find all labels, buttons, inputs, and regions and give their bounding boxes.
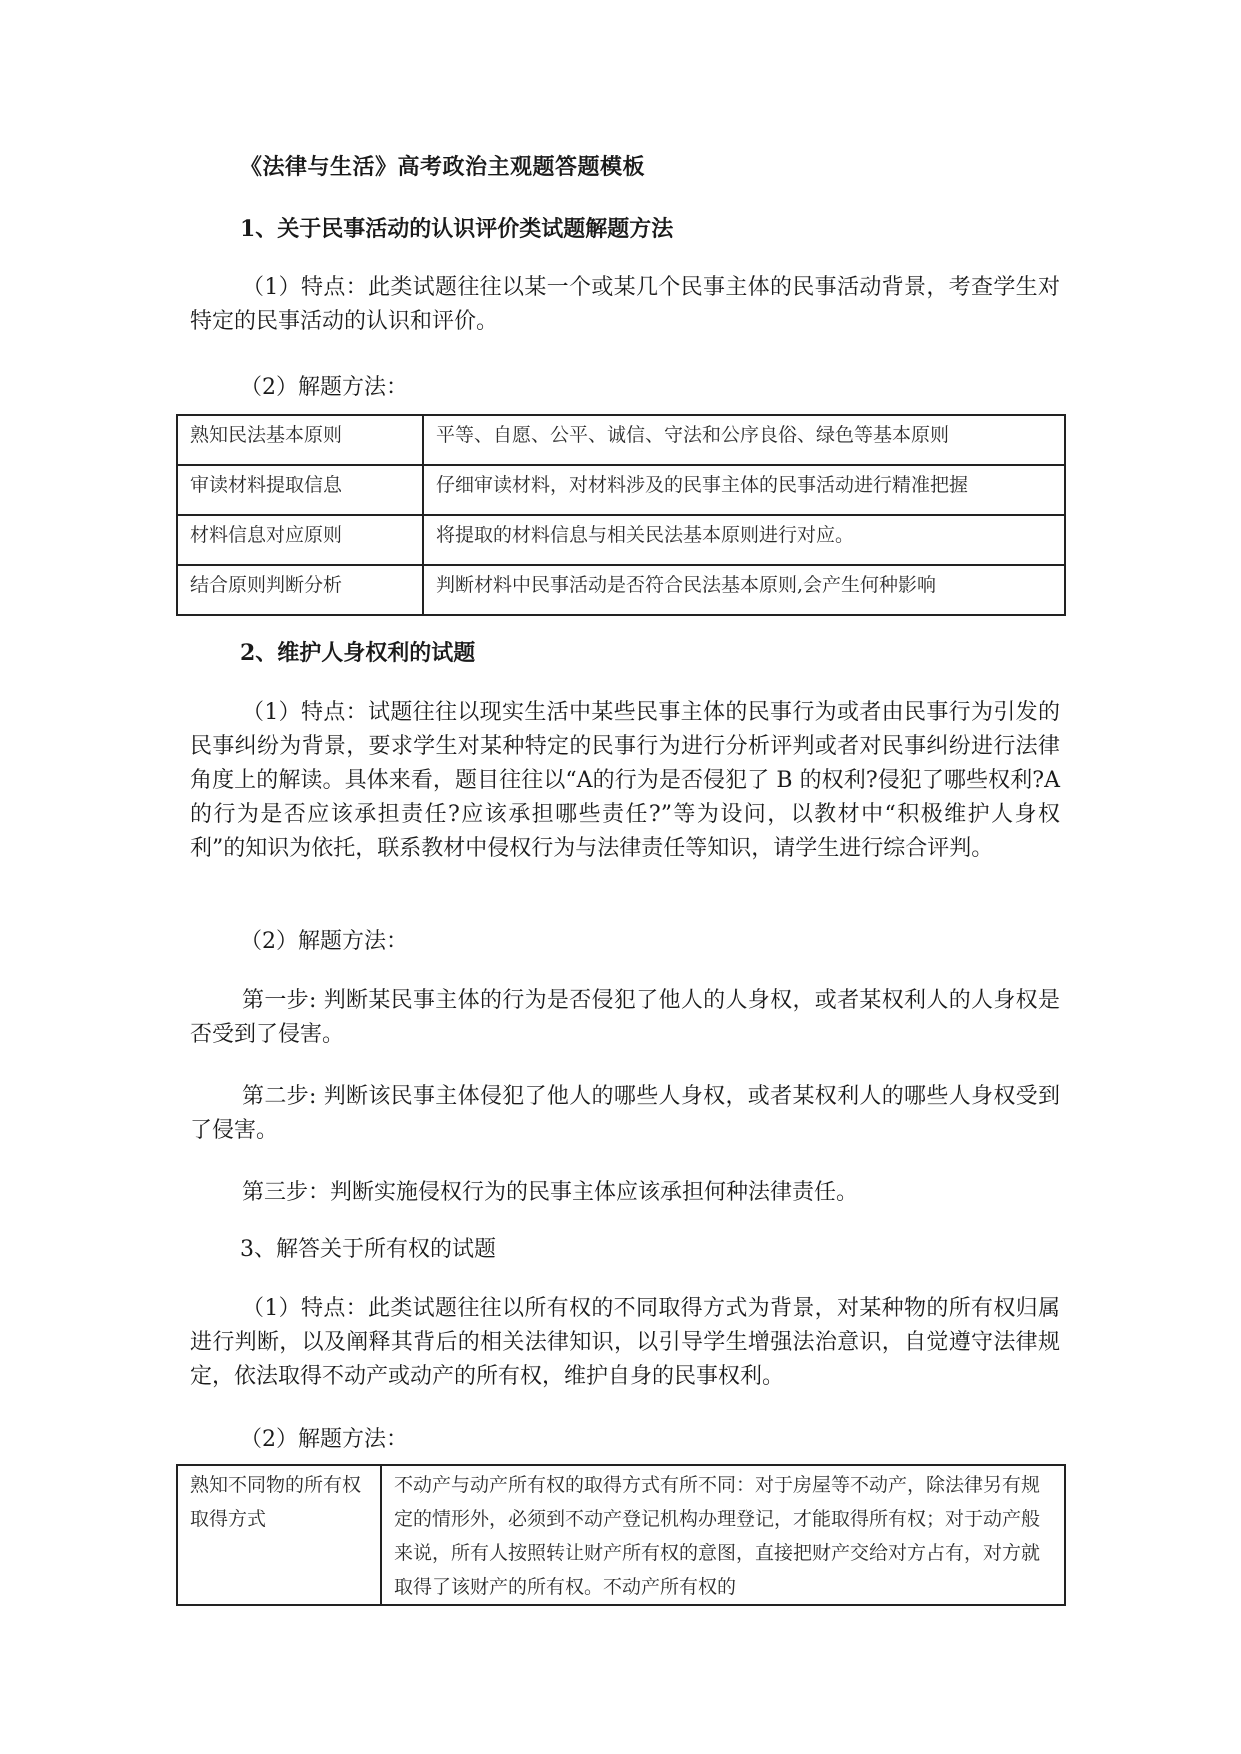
section-2-step-2: 第二步: 判断该民事主体侵犯了他人的哪些人身权，或者某权利人的哪些人身权受到了侵害。 [190,1084,1060,1143]
section-2-method-label: （2）解题方法： [240,929,408,954]
table-row [177,465,1065,515]
table-cell-detail: 将提取的材料信息与相关民法基本原则进行对应。 [423,515,1065,565]
section-1-heading: 1、关于民事活动的认识评价类试题解题方法 [240,216,674,242]
table-cell-detail: 不动产与动产所有权的取得方式有所不同：对于房屋等不动产，除法律另有规定的情形外，必须到不动产登记机构办理登记，才能取得所有权；对于动产般来说，所有人按照转让财产所有权的意图，直接把财产交给对方占有，对方就取得了该财产的所有权。不动产所有权的 [381,1465,1065,1605]
table-row [177,515,1065,565]
document-title: 《法律与生活》高考政治主观题答题模板 [240,154,646,180]
table-cell-step: 审读材料提取信息 [177,465,423,515]
section-3-method-table [176,1464,1066,1606]
table-cell-detail: 判断材料中民事活动是否符合民法基本原则,会产生何种影响 [423,565,1065,615]
section-3-characteristics: （1）特点：此类试题往往以所有权的不同取得方式为背景，对某种物的所有权归属进行判断，以及阐释其背后的相关法律知识，以引导学生增强法治意识，自觉遵守法律规定，依法取得不动产或动产的所有权，维护自身的民事权利。 [190,1296,1060,1389]
section-1-characteristics: （1）特点：此类试题往往以某一个或某几个民事主体的民事活动背景，考查学生对特定的民事活动的认识和评价。 [190,275,1060,334]
table-cell-detail: 仔细审读材料，对材料涉及的民事主体的民事活动进行精准把握 [423,465,1065,515]
section-2-characteristics: （1）特点：试题往往以现实生活中某些民事主体的民事行为或者由民事行为引发的民事纠纷为背景，要求学生对某种特定的民事行为进行分析评判或者对民事纠纷进行法律角度上的解读。具体来看，题目往往以“A的行为是否侵犯了 B 的权利?侵犯了哪些权利?A的行为是否应该承担责任?应该承担哪些责任?”等为设问，以教材中“积极维护人身权利”的知识为依托，联系教材中侵权行为与法律责任等知识，请学生进行综合评判。 [190,700,1060,861]
section-3-heading: 3、解答关于所有权的试题 [240,1237,496,1262]
table-cell-detail: 平等、自愿、公平、诚信、守法和公序良俗、绿色等基本原则 [423,415,1065,465]
section-2-step-1: 第一步: 判断某民事主体的行为是否侵犯了他人的人身权，或者某权利人的人身权是否受到了侵害。 [190,988,1060,1047]
section-1-method-table [176,414,1066,616]
table-cell-step: 熟知民法基本原则 [177,415,423,465]
table-row [177,565,1065,615]
table-cell-step: 熟知不同物的所有权取得方式 [177,1465,381,1605]
section-3-method-label: （2）解题方法： [240,1427,408,1452]
section-1-method-label: （2）解题方法： [240,375,408,400]
table-cell-step: 材料信息对应原则 [177,515,423,565]
table-row [177,1465,1065,1605]
table-row [177,415,1065,465]
table-cell-step: 结合原则判断分析 [177,565,423,615]
section-2-heading: 2、维护人身权利的试题 [240,640,476,666]
section-2-step-3: 第三步：判断实施侵权行为的民事主体应该承担何种法律责任。 [242,1180,859,1205]
